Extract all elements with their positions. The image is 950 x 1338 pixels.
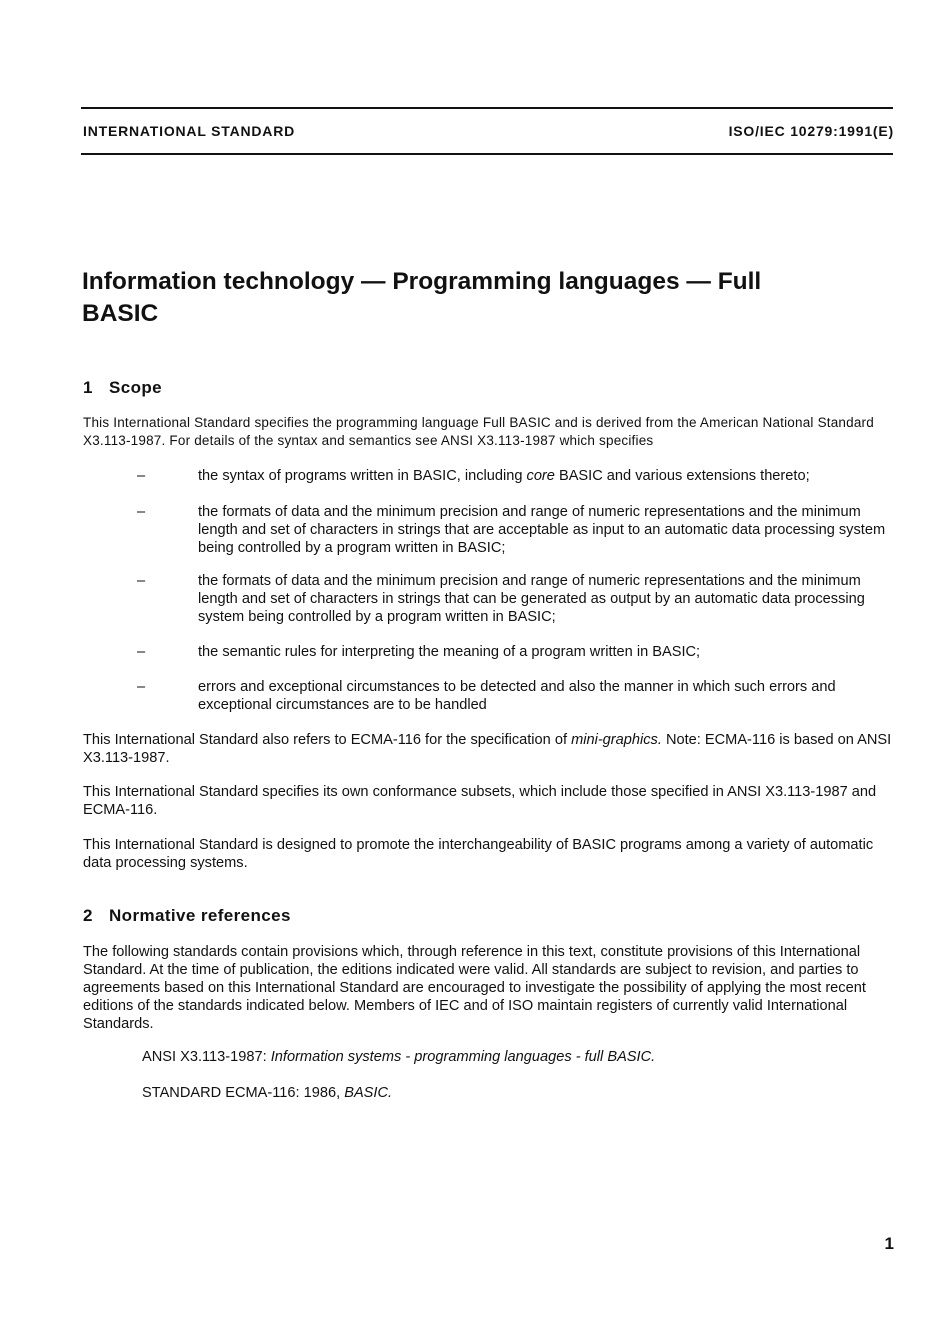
- scope-bullet-errors: [137, 678, 897, 714]
- header-top-rule: [81, 107, 893, 109]
- title-line-1: Information technology — Programming languages — Full: [82, 268, 762, 295]
- scope-ecma-paragraph: This International Standard also refers to ECMA-116 for the specification of mini-graphics. Note: ECMA-116 is based on ANSI X3.113-1987.: [83, 732, 892, 766]
- emphasis-mini-graphics: mini-graphics.: [571, 732, 662, 748]
- scope-interchange-paragraph: This International Standard is designed to promote the interchangeability of BASIC programs among a variety of automatic data processing systems.: [83, 837, 874, 871]
- scope-bullet-semantics: [137, 643, 897, 661]
- reference-title: Information systems - programming languages - full BASIC.: [270, 1049, 656, 1065]
- bullet-text: the formats of data and the minimum precision and range of numeric representations and the minimum length and set of characters in strings that are acceptable as input to an automatic data processing system being controlled by a program written in BASIC;: [198, 504, 886, 556]
- section-scope-heading: [83, 378, 162, 398]
- scope-intro-paragraph: This International Standard specifies the programming language Full BASIC and is derived from the American National Standard X3.113-1987. For details of the syntax and semantics see ANSI X3.113-1987 which specifies: [83, 415, 874, 448]
- bullet-dash: –: [137, 468, 146, 484]
- bullet-dash: –: [137, 504, 146, 520]
- title-line-2: BASIC: [82, 300, 159, 327]
- header-document-id: ISO/IEC 10279:1991(E): [728, 123, 894, 139]
- section-number: 1: [83, 378, 93, 397]
- scope-conformance-paragraph: This International Standard specifies its own conformance subsets, which include those specified in ANSI X3.113-1987 and ECMA-116.: [83, 784, 877, 818]
- section-number: 2: [83, 906, 93, 925]
- bullet-dash: –: [137, 679, 146, 695]
- section-title: Scope: [109, 378, 163, 397]
- normative-body-paragraph: The following standards contain provisions which, through reference in this text, constitute provisions of this International Standard. At the time of publication, the editions indicated were valid. All standards are subject to revision, and parties to agreements based on this International Standard are encouraged to investigate the possibility of applying the most recent editions of the standards indicated below. Members of IEC and of ISO maintain registers of currently valid International Standards.: [83, 944, 866, 1032]
- bullet-text: the formats of data and the minimum precision and range of numeric representations and the minimum length and set of characters in strings that can be generated as output by an automatic data processing system being controlled by a program written in BASIC;: [198, 573, 865, 625]
- bullet-text: the semantic rules for interpreting the meaning of a program written in BASIC;: [198, 644, 701, 660]
- bullet-dash: –: [137, 644, 146, 660]
- reference-ansi: ANSI X3.113-1987: Information systems - programming languages - full BASIC.: [142, 1049, 656, 1065]
- reference-ecma: STANDARD ECMA-116: 1986, BASIC.: [142, 1085, 393, 1101]
- reference-title: BASIC.: [344, 1085, 393, 1101]
- scope-bullet-output-formats: [137, 572, 897, 626]
- emphasis-core: core: [526, 468, 555, 484]
- scope-bullet-syntax: [137, 467, 897, 485]
- page-number: 1: [884, 1234, 894, 1253]
- header-document-type: INTERNATIONAL STANDARD: [83, 123, 296, 139]
- bullet-text: errors and exceptional circumstances to be detected and also the manner in which such errors and exceptional circumstances are to be handled: [198, 679, 836, 713]
- bullet-dash: –: [137, 573, 146, 589]
- section-title: Normative references: [109, 906, 291, 925]
- document-title: [82, 266, 862, 330]
- scope-bullet-input-formats: [137, 503, 897, 557]
- bullet-text: the syntax of programs written in BASIC, including core BASIC and various extensions thereto;: [198, 468, 810, 484]
- header-bottom-rule: [81, 153, 893, 155]
- section-normative-heading: [83, 906, 291, 926]
